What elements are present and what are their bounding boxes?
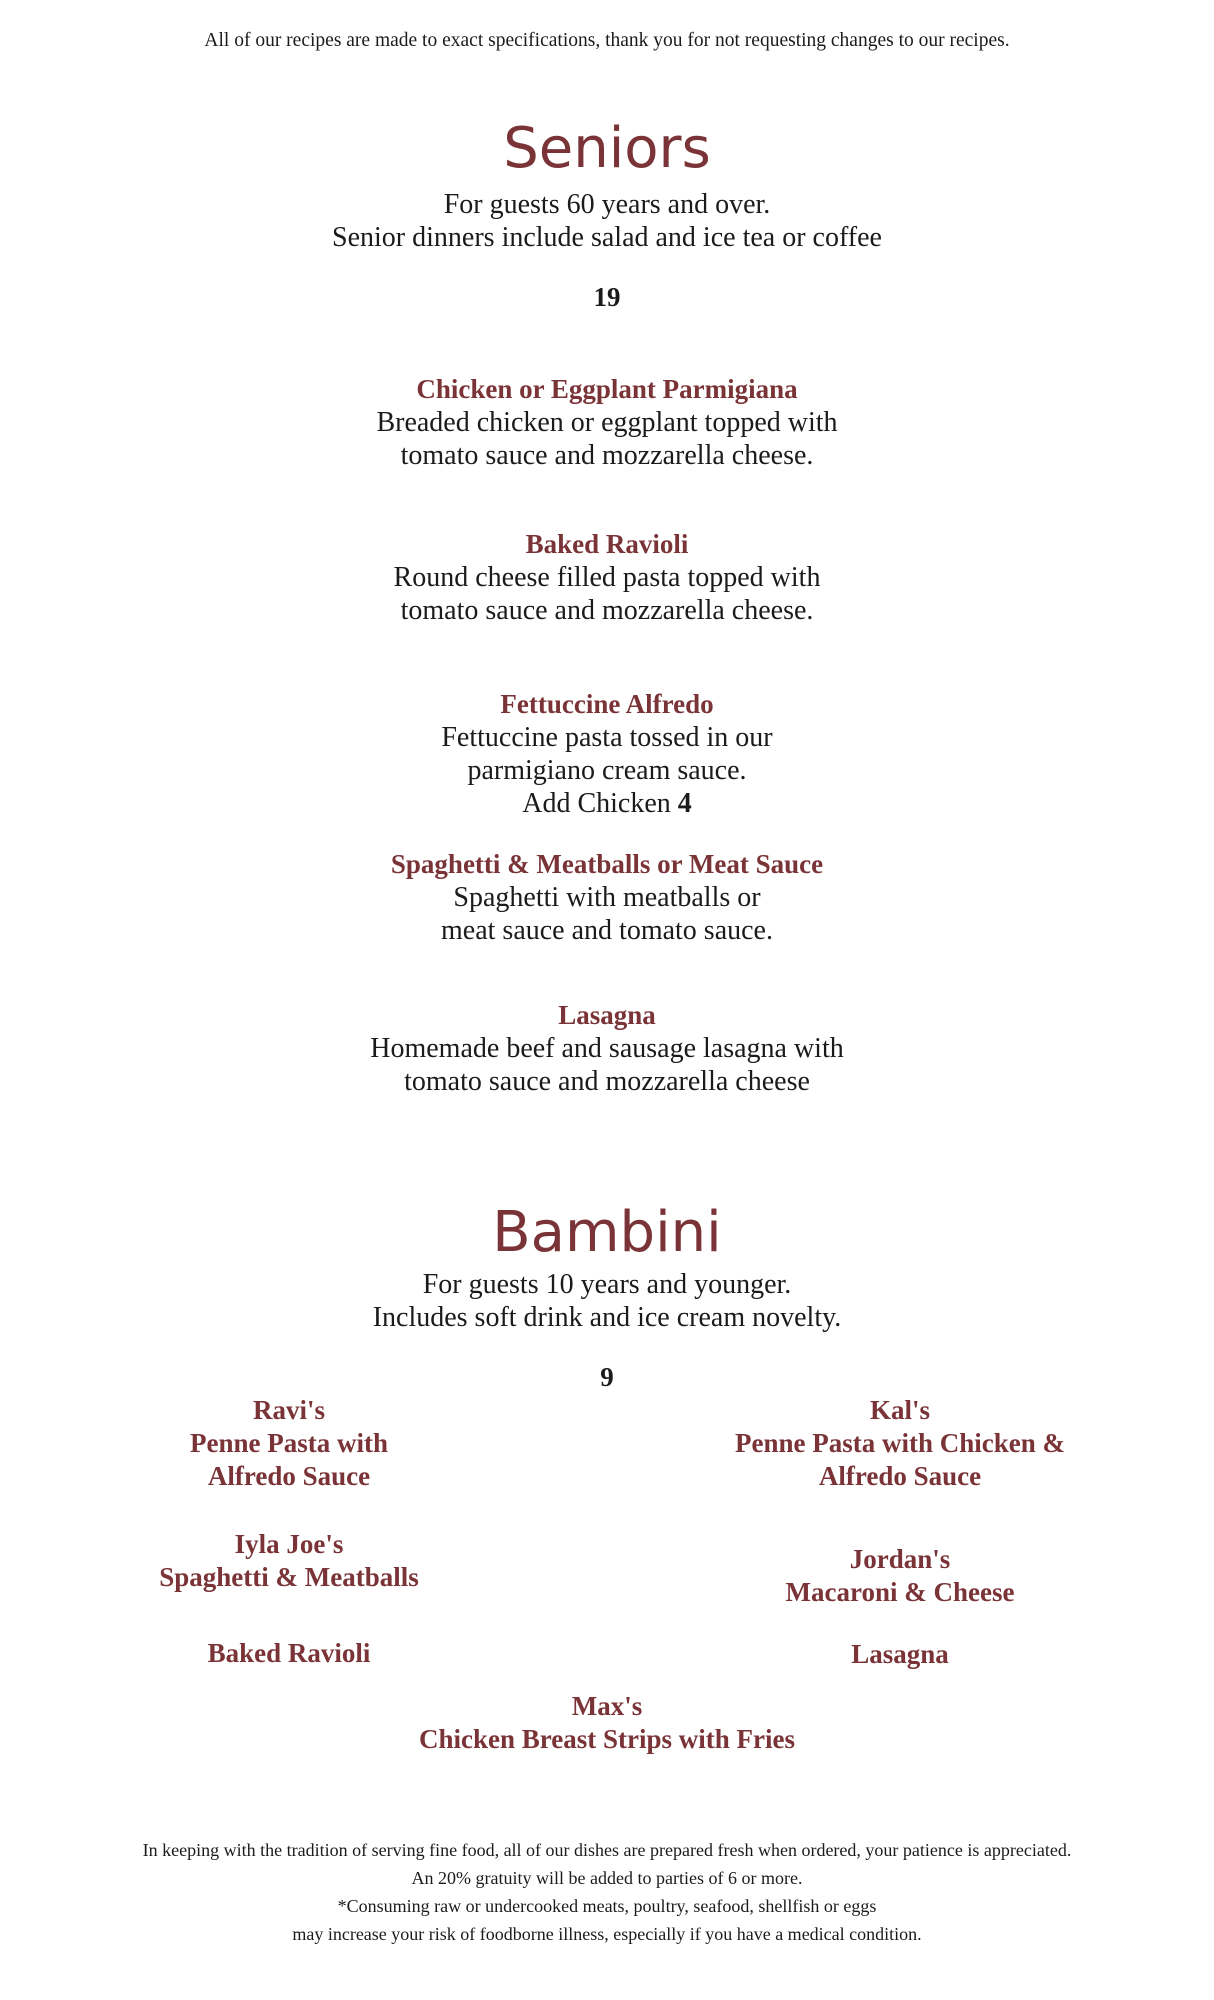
dish-description: Fettuccine pasta tossed in our parmigiano cream sauce. bbox=[441, 722, 773, 786]
footer-line-consumption-warning: *Consuming raw or undercooked meats, poultry, seafood, shellfish or eggs bbox=[337, 1896, 877, 1916]
dish-spaghetti-meatballs bbox=[0, 847, 1214, 947]
dish-name: Fettuccine Alfredo bbox=[500, 689, 714, 719]
seniors-subtitle bbox=[0, 188, 1214, 254]
dish-description: Spaghetti with meatballs or meat sauce and tomato sauce. bbox=[441, 882, 773, 946]
kids-item-lasagna: Lasagna bbox=[851, 1639, 949, 1669]
addon-label: Add Chicken bbox=[522, 788, 671, 819]
bambini-title: Bambini bbox=[492, 1200, 722, 1265]
bambini-subtitle-line-2: Includes soft drink and ice cream novelty. bbox=[372, 1302, 842, 1333]
kids-item-ravis: Ravi's Penne Pasta with Alfredo Sauce bbox=[190, 1395, 388, 1491]
bambini-price: 9 bbox=[600, 1362, 614, 1392]
footer-line-gratuity: An 20% gratuity will be added to parties of 6 or more. bbox=[411, 1868, 803, 1888]
dish-fettuccine-alfredo bbox=[0, 687, 1214, 820]
footer-notes bbox=[0, 1836, 1214, 1948]
seniors-price: 19 bbox=[593, 282, 621, 312]
dish-description: Breaded chicken or eggplant topped with tomato sauce and mozzarella cheese. bbox=[376, 407, 838, 471]
dish-description: Round cheese filled pasta topped with tomato sauce and mozzarella cheese. bbox=[393, 562, 821, 626]
recipe-notice: All of our recipes are made to exact specifications, thank you for not requesting changes to our recipes. bbox=[204, 30, 1010, 51]
footer-line-health-risk: may increase your risk of foodborne illness, especially if you have a medical condition. bbox=[292, 1924, 922, 1944]
seniors-title: Seniors bbox=[503, 116, 711, 181]
footer-line-fresh: In keeping with the tradition of serving fine food, all of our dishes are prepared fresh when ordered, your patience is appreciated. bbox=[142, 1840, 1072, 1860]
seniors-subtitle-line-1: For guests 60 years and over. bbox=[443, 189, 771, 220]
kids-item-baked-ravioli: Baked Ravioli bbox=[207, 1638, 371, 1668]
dish-name: Lasagna bbox=[558, 1000, 656, 1030]
dish-addon bbox=[0, 787, 1214, 820]
bambini-subtitle bbox=[0, 1268, 1214, 1334]
kids-item-iyla-joes: Iyla Joe's Spaghetti & Meatballs bbox=[159, 1529, 419, 1592]
dish-name: Chicken or Eggplant Parmigiana bbox=[416, 374, 798, 404]
bambini-subtitle-line-1: For guests 10 years and younger. bbox=[422, 1269, 792, 1300]
dish-lasagna bbox=[0, 998, 1214, 1098]
kids-item-kals: Kal's Penne Pasta with Chicken & Alfredo Sauce bbox=[735, 1395, 1065, 1491]
dish-name: Spaghetti & Meatballs or Meat Sauce bbox=[390, 849, 824, 879]
dish-parmigiana bbox=[0, 372, 1214, 472]
kids-item-maxs: Max's Chicken Breast Strips with Fries bbox=[419, 1691, 795, 1754]
seniors-subtitle-line-2: Senior dinners include salad and ice tea or coffee bbox=[332, 222, 882, 253]
dish-baked-ravioli bbox=[0, 527, 1214, 627]
dish-description: Homemade beef and sausage lasagna with tomato sauce and mozzarella cheese bbox=[370, 1033, 844, 1097]
dish-name: Baked Ravioli bbox=[525, 529, 689, 559]
addon-price: 4 bbox=[677, 788, 692, 819]
kids-item-jordans: Jordan's Macaroni & Cheese bbox=[785, 1544, 1015, 1607]
